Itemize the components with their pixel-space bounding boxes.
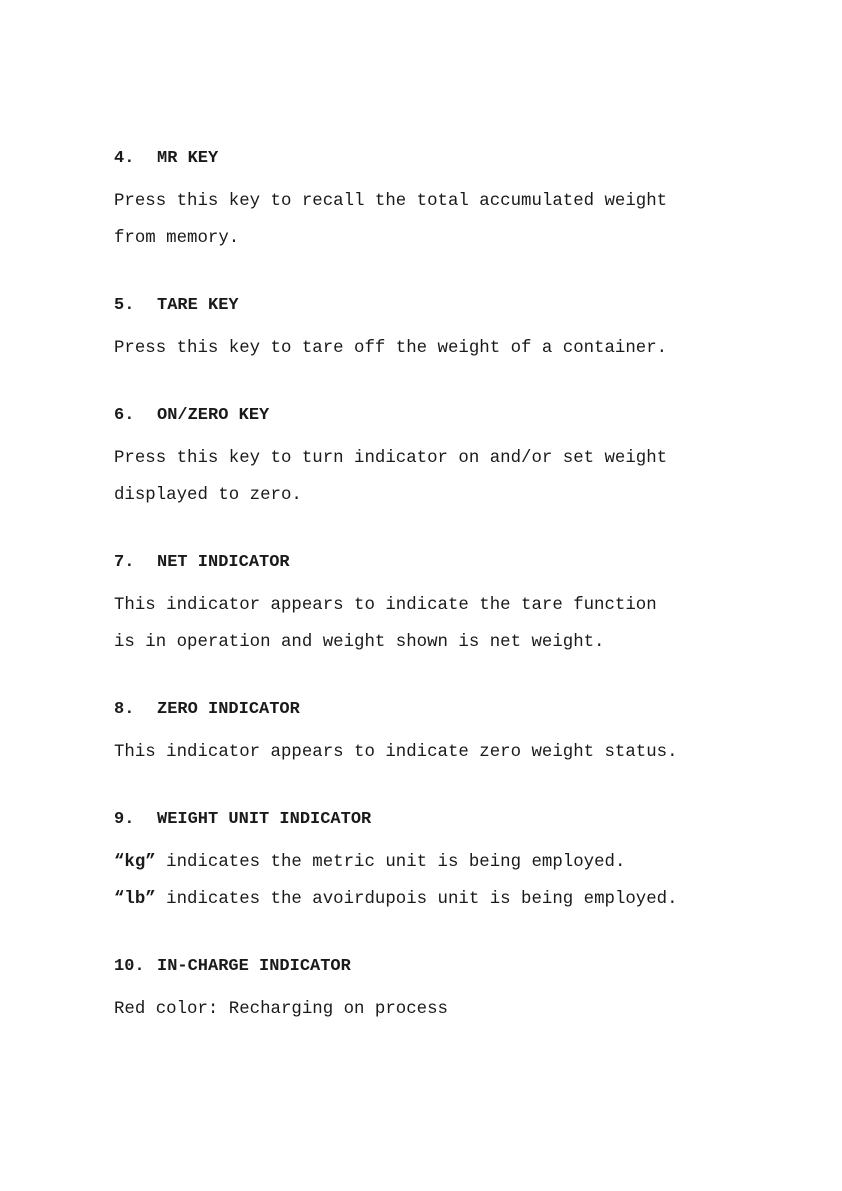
- section-text-line: Press this key to tare off the weight of a container.: [114, 339, 668, 358]
- section-text-line: This indicator appears to indicate zero weight status.: [114, 743, 678, 762]
- section-number: 5.: [114, 296, 135, 315]
- unit-label: “lb”: [114, 890, 156, 909]
- section-heading: [114, 550, 754, 576]
- section-text-line: Red color: Recharging on process: [114, 1000, 448, 1019]
- section-spacer: [114, 514, 754, 550]
- section-spacer: [114, 257, 754, 293]
- section-title: IN-CHARGE INDICATOR: [157, 957, 351, 976]
- section-heading: [114, 293, 754, 319]
- unit-description: indicates the metric unit is being employed.: [155, 853, 626, 872]
- unit-label: “kg”: [114, 853, 156, 872]
- section-text-line: displayed to zero.: [114, 486, 302, 505]
- section-text-line: is in operation and weight shown is net weight.: [114, 633, 605, 652]
- section-title: NET INDICATOR: [157, 553, 290, 572]
- sections-list: [114, 146, 754, 1028]
- section-heading: [114, 807, 754, 833]
- section-number: 4.: [114, 149, 135, 168]
- section-spacer: [114, 918, 754, 954]
- section-text-line: Press this key to recall the total accumulated weight: [114, 192, 668, 211]
- section-heading: [114, 146, 754, 172]
- section-number: 9.: [114, 810, 135, 829]
- section-title: WEIGHT UNIT INDICATOR: [157, 810, 372, 829]
- section-number: 7.: [114, 553, 135, 572]
- manual-page: [114, 146, 754, 1028]
- section-number: 8.: [114, 700, 135, 719]
- section-spacer: [114, 771, 754, 807]
- unit-description: indicates the avoirdupois unit is being employed.: [155, 890, 678, 909]
- section-text-line: from memory.: [114, 229, 240, 248]
- section-heading: [114, 697, 754, 723]
- section-item: [114, 807, 754, 918]
- section-item: [114, 550, 754, 661]
- section-number: 10.: [114, 957, 145, 976]
- section-item: [114, 293, 754, 367]
- section-spacer: [114, 367, 754, 403]
- section-heading: [114, 403, 754, 429]
- section-text-line: Press this key to turn indicator on and/or set weight: [114, 449, 668, 468]
- section-title: TARE KEY: [157, 296, 239, 315]
- section-title: ON/ZERO KEY: [157, 406, 270, 425]
- section-item: [114, 403, 754, 514]
- section-text-line: [114, 881, 754, 918]
- section-item: [114, 697, 754, 771]
- section-item: [114, 146, 754, 257]
- section-spacer: [114, 661, 754, 697]
- section-title: ZERO INDICATOR: [157, 700, 300, 719]
- section-text-line: [114, 844, 754, 881]
- section-number: 6.: [114, 406, 135, 425]
- section-title: MR KEY: [157, 149, 219, 168]
- section-heading: [114, 954, 754, 980]
- section-item: [114, 954, 754, 1028]
- section-text-line: This indicator appears to indicate the tare function: [114, 596, 657, 615]
